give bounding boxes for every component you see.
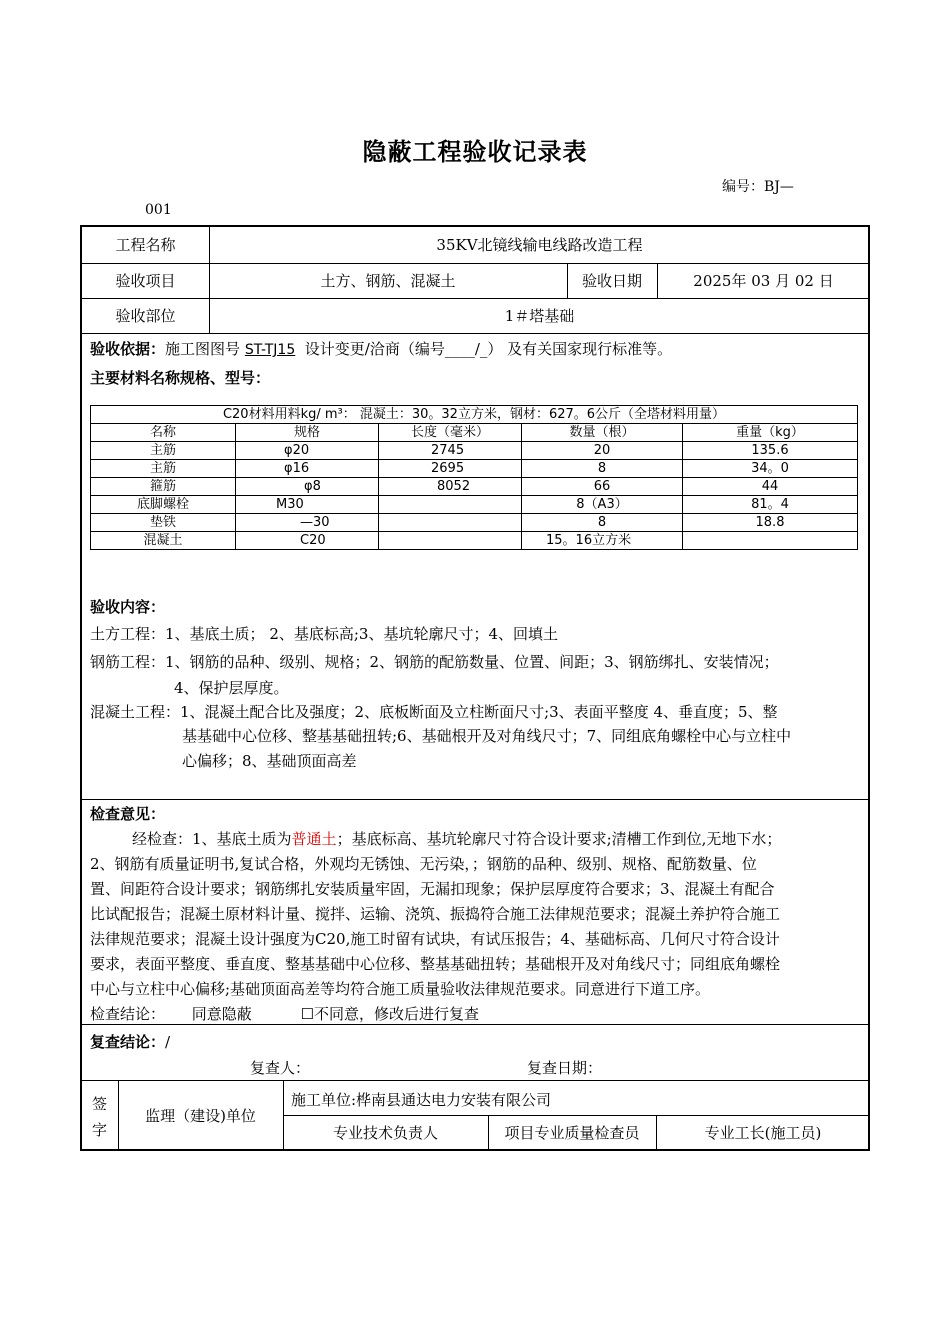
acceptance-item-label: 验收项目	[115, 272, 176, 290]
agree-option: 同意隐蔽	[191, 1005, 252, 1023]
table-row: 底脚螺栓 M30 8（A3） 81。4	[91, 496, 858, 514]
review-conclusion: 复查结论：/	[90, 1033, 171, 1051]
sign-label-2: 字	[92, 1121, 108, 1139]
supervisor-unit: 监理（建设)单位	[145, 1107, 256, 1125]
soil-type: 普通土	[291, 830, 337, 848]
page-title: 隐蔽工程验收记录表	[362, 137, 588, 166]
checkbox-icon[interactable]: ☐	[300, 1005, 315, 1023]
content-earth: 土方工程：1、基底土质； 2、基底标高;3、基坑轮廓尺寸；4、回填土	[90, 625, 558, 643]
project-name-label: 工程名称	[115, 236, 176, 254]
content-concrete-cont: 基基础中心位移、整基基础扭转;6、基础根开及对角线尺寸；7、同组底角螺栓中心与立柱中	[182, 727, 792, 745]
col-weight: 重量（kg）	[683, 424, 858, 442]
project-name: 35KV北镜线输电线路改造工程	[436, 236, 643, 254]
col-spec: 规格	[236, 424, 379, 442]
quality-inspector: 项目专业质量检查员	[504, 1124, 640, 1142]
contractor-unit: 施工单位:桦南县通达电力安装有限公司	[291, 1091, 552, 1109]
col-qty: 数量（根）	[522, 424, 683, 442]
inspection-conclusion: 检查结论： 同意隐蔽 ☐不同意，修改后进行复查	[90, 1005, 480, 1023]
content-concrete-cont2: 心偏移；8、基础顶面高差	[182, 752, 357, 770]
tech-lead: 专业技术负责人	[332, 1124, 438, 1142]
opinion-line: 比试配报告；混凝土原材料计量、搅拌、运输、浇筑、振捣符合施工法律规范要求；混凝土养护符合施工	[90, 905, 781, 923]
acceptance-basis: 验收依据：施工图图号 ST-TJ15 设计变更/洽商（编号____/_） 及有关国家现行标准等。	[90, 340, 673, 358]
opinion-line: 2、钢筋有质量证明书,复试合格，外观均无锈蚀、无污染，；钢筋的品种、级别、规格、配筋数量、位	[90, 855, 757, 873]
opinion-label: 检查意见：	[90, 805, 166, 823]
foreman: 专业工长(施工员)	[704, 1124, 822, 1142]
acceptance-part-label: 验收部位	[115, 307, 176, 325]
content-label: 验收内容：	[90, 598, 166, 616]
acceptance-date-label: 验收日期	[581, 272, 642, 290]
opinion-line: 经检查：1、基底土质为普通土；基底标高、基坑轮廓尺寸符合设计要求;清槽工作到位,无地下水；	[132, 830, 782, 848]
content-concrete: 混凝土工程：1、混凝土配合比及强度；2、底板断面及立柱断面尺寸;3、表面平整度 4、垂直度；5、整	[90, 703, 778, 721]
review-date-label: 复查日期：	[527, 1059, 603, 1077]
opinion-line: 法律规范要求；混凝土设计强度为C20,施工时留有试块，有试压报告；4、基础标高、几何尺寸符合设计	[90, 930, 780, 948]
materials-label: 主要材料名称规格、型号：	[90, 369, 271, 387]
acceptance-part: 1＃塔基础	[504, 307, 575, 325]
reviewer-label: 复查人：	[250, 1059, 311, 1077]
sign-label: 签	[92, 1095, 108, 1113]
col-length: 长度（毫米）	[379, 424, 522, 442]
acceptance-item: 土方、钢筋、混凝土	[320, 272, 456, 290]
materials-header-row	[91, 424, 858, 442]
col-name: 名称	[91, 424, 236, 442]
serial-label: 编号：BJ—	[722, 179, 794, 195]
materials-table	[90, 405, 858, 550]
table-row: 垫铁 —30 8 18.8	[91, 514, 858, 532]
content-steel-cont: 4、保护层厚度。	[174, 679, 289, 697]
disagree-option: 不同意，修改后进行复查	[314, 1005, 480, 1023]
acceptance-date: 2025年 03 月 02 日	[693, 272, 834, 290]
table-row: 主筋 φ20 2745 20 135.6	[91, 442, 858, 460]
opinion-line: 中心与立柱中心偏移;基础顶面高差等均符合施工质量验收法律规范要求。同意进行下道工序。	[90, 980, 711, 998]
content-steel: 钢筋工程：1、钢筋的品种、级别、规格；2、钢筋的配筋数量、位置、间距；3、钢筋绑扎、安装情况；	[90, 653, 779, 671]
record-table	[80, 225, 870, 1151]
opinion-line: 置、间距符合设计要求；钢筋绑扎安装质量牢固，无漏扣现象；保护层厚度符合要求；3、混凝土有配合	[90, 880, 775, 898]
materials-summary: C20材料用料kg/ m³： 混凝土：30。32立方米，钢材：627。6公斤（全塔材料用量）	[91, 406, 858, 424]
table-row: 箍筋 φ8 8052 66 44	[91, 478, 858, 496]
table-row: 混凝土 C20 15。16立方米	[91, 532, 858, 550]
opinion-line: 要求，表面平整度、垂直度、整基基础中心位移、整基基础扭转；基础根开及对角线尺寸；同组底角螺栓	[90, 955, 781, 973]
serial-value: 001	[145, 202, 172, 218]
table-row: 主筋 φ16 2695 8 34。0	[91, 460, 858, 478]
